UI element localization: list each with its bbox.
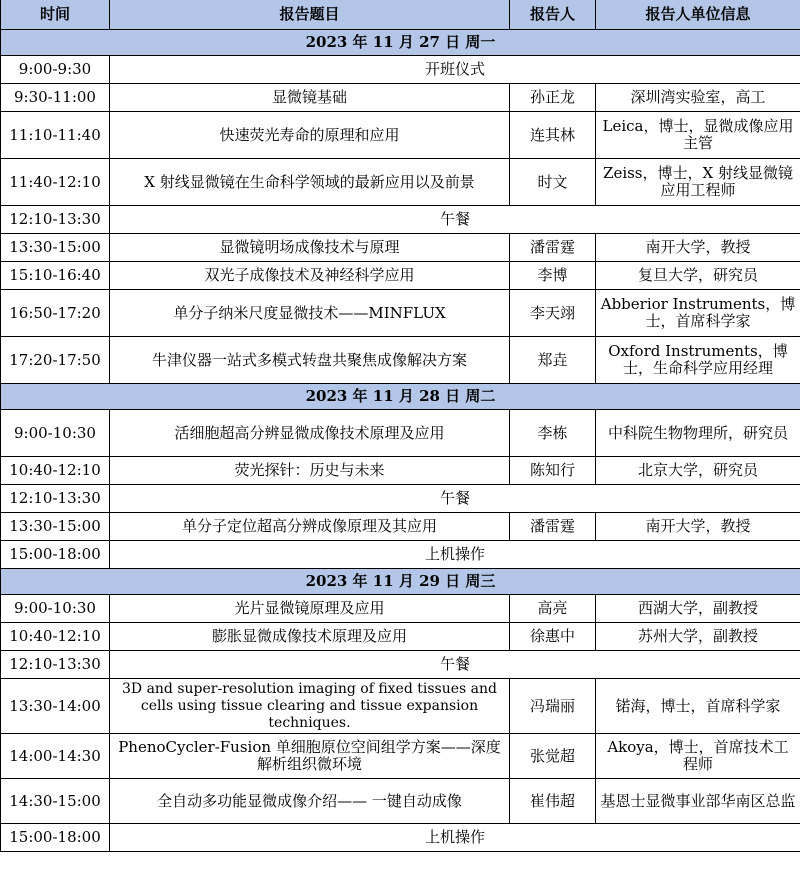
speaker-org: 中科院生物物理所，研究员	[596, 410, 800, 457]
session-title: 快速荧光寿命的原理和应用	[110, 112, 510, 159]
session-title: PhenoCycler-Fusion 单细胞原位空间组学方案——深度解析组织微环境	[110, 734, 510, 779]
session-time: 15:00-18:00	[1, 541, 110, 569]
session-time: 14:30-15:00	[1, 779, 110, 824]
speaker-org: 南开大学，教授	[596, 234, 800, 262]
session-time: 12:10-13:30	[1, 206, 110, 234]
session-time: 9:00-9:30	[1, 56, 110, 84]
session-time: 10:40-12:10	[1, 623, 110, 651]
day-label: 2023 年 11 月 28 日 周二	[1, 384, 800, 410]
session-event: 上机操作	[110, 541, 800, 569]
day-row	[1, 569, 800, 595]
day-label: 2023 年 11 月 29 日 周三	[1, 569, 800, 595]
table-row	[1, 595, 800, 623]
header-row	[1, 0, 800, 30]
table-row	[1, 159, 800, 206]
session-speaker: 冯瑞丽	[510, 679, 596, 734]
session-event: 午餐	[110, 651, 800, 679]
table-row	[1, 457, 800, 485]
session-title: 显微镜基础	[110, 84, 510, 112]
session-speaker: 潘雷霆	[510, 513, 596, 541]
session-speaker: 李博	[510, 262, 596, 290]
session-time: 13:30-15:00	[1, 234, 110, 262]
table-row	[1, 734, 800, 779]
session-title: 3D and super-resolution imaging of fixed tissues and cells using tissue clearing and tissue expansion techniques.	[110, 679, 510, 734]
session-speaker: 时文	[510, 159, 596, 206]
session-time: 16:50-17:20	[1, 290, 110, 337]
table-row	[1, 651, 800, 679]
day-row	[1, 384, 800, 410]
session-title: 全自动多功能显微成像介绍—— 一键自动成像	[110, 779, 510, 824]
table-row	[1, 84, 800, 112]
table-row	[1, 779, 800, 824]
speaker-org: Oxford Instruments，博士，生命科学应用经理	[596, 337, 800, 384]
session-title: 活细胞超高分辨显微成像技术原理及应用	[110, 410, 510, 457]
table-row	[1, 262, 800, 290]
table-row	[1, 485, 800, 513]
session-title: 牛津仪器一站式多模式转盘共聚焦成像解决方案	[110, 337, 510, 384]
session-time: 10:40-12:10	[1, 457, 110, 485]
session-speaker: 李天翊	[510, 290, 596, 337]
session-event: 上机操作	[110, 824, 800, 852]
speaker-org: 基恩士显微事业部华南区总监	[596, 779, 800, 824]
session-time: 9:00-10:30	[1, 410, 110, 457]
day-label: 2023 年 11 月 27 日 周一	[1, 30, 800, 56]
session-title: 单分子纳米尺度显微技术——MINFLUX	[110, 290, 510, 337]
session-time: 17:20-17:50	[1, 337, 110, 384]
header-time: 时间	[1, 0, 110, 30]
table-row	[1, 541, 800, 569]
speaker-org: 苏州大学，副教授	[596, 623, 800, 651]
session-speaker: 连其林	[510, 112, 596, 159]
speaker-org: 西湖大学，副教授	[596, 595, 800, 623]
session-time: 9:30-11:00	[1, 84, 110, 112]
session-time: 12:10-13:30	[1, 485, 110, 513]
speaker-org: Abberior Instruments，博士，首席科学家	[596, 290, 800, 337]
schedule-body	[1, 30, 800, 852]
table-row	[1, 206, 800, 234]
speaker-org: 北京大学，研究员	[596, 457, 800, 485]
session-title: X 射线显微镜在生命科学领域的最新应用以及前景	[110, 159, 510, 206]
speaker-org: Zeiss，博士，X 射线显微镜应用工程师	[596, 159, 800, 206]
session-title: 单分子定位超高分辨成像原理及其应用	[110, 513, 510, 541]
speaker-org: Akoya，博士，首席技术工程师	[596, 734, 800, 779]
session-time: 11:40-12:10	[1, 159, 110, 206]
session-event: 开班仪式	[110, 56, 800, 84]
speaker-org: 锘海，博士，首席科学家	[596, 679, 800, 734]
table-row	[1, 410, 800, 457]
session-title: 双光子成像技术及神经科学应用	[110, 262, 510, 290]
table-row	[1, 513, 800, 541]
session-speaker: 陈知行	[510, 457, 596, 485]
session-time: 14:00-14:30	[1, 734, 110, 779]
session-speaker: 张觉超	[510, 734, 596, 779]
session-time: 9:00-10:30	[1, 595, 110, 623]
session-title: 光片显微镜原理及应用	[110, 595, 510, 623]
header-title: 报告题目	[110, 0, 510, 30]
session-title: 荧光探针：历史与未来	[110, 457, 510, 485]
session-event: 午餐	[110, 485, 800, 513]
session-speaker: 孙正龙	[510, 84, 596, 112]
table-row	[1, 679, 800, 734]
session-time: 13:30-14:00	[1, 679, 110, 734]
session-speaker: 徐惠中	[510, 623, 596, 651]
table-row	[1, 234, 800, 262]
speaker-org: 南开大学，教授	[596, 513, 800, 541]
session-event: 午餐	[110, 206, 800, 234]
session-speaker: 潘雷霆	[510, 234, 596, 262]
session-title: 显微镜明场成像技术与原理	[110, 234, 510, 262]
table-row	[1, 290, 800, 337]
session-speaker: 郑垚	[510, 337, 596, 384]
session-time: 15:00-18:00	[1, 824, 110, 852]
speaker-org: 复旦大学，研究员	[596, 262, 800, 290]
day-row	[1, 30, 800, 56]
speaker-org: 深圳湾实验室，高工	[596, 84, 800, 112]
session-time: 15:10-16:40	[1, 262, 110, 290]
session-time: 12:10-13:30	[1, 651, 110, 679]
session-speaker: 崔伟超	[510, 779, 596, 824]
table-row	[1, 824, 800, 852]
session-time: 11:10-11:40	[1, 112, 110, 159]
speaker-org: Leica，博士，显微成像应用主管	[596, 112, 800, 159]
session-time: 13:30-15:00	[1, 513, 110, 541]
table-row	[1, 56, 800, 84]
header-speaker: 报告人	[510, 0, 596, 30]
session-speaker: 高亮	[510, 595, 596, 623]
table-row	[1, 337, 800, 384]
session-title: 膨胀显微成像技术原理及应用	[110, 623, 510, 651]
header-org: 报告人单位信息	[596, 0, 800, 30]
session-speaker: 李栋	[510, 410, 596, 457]
table-row	[1, 112, 800, 159]
table-row	[1, 623, 800, 651]
